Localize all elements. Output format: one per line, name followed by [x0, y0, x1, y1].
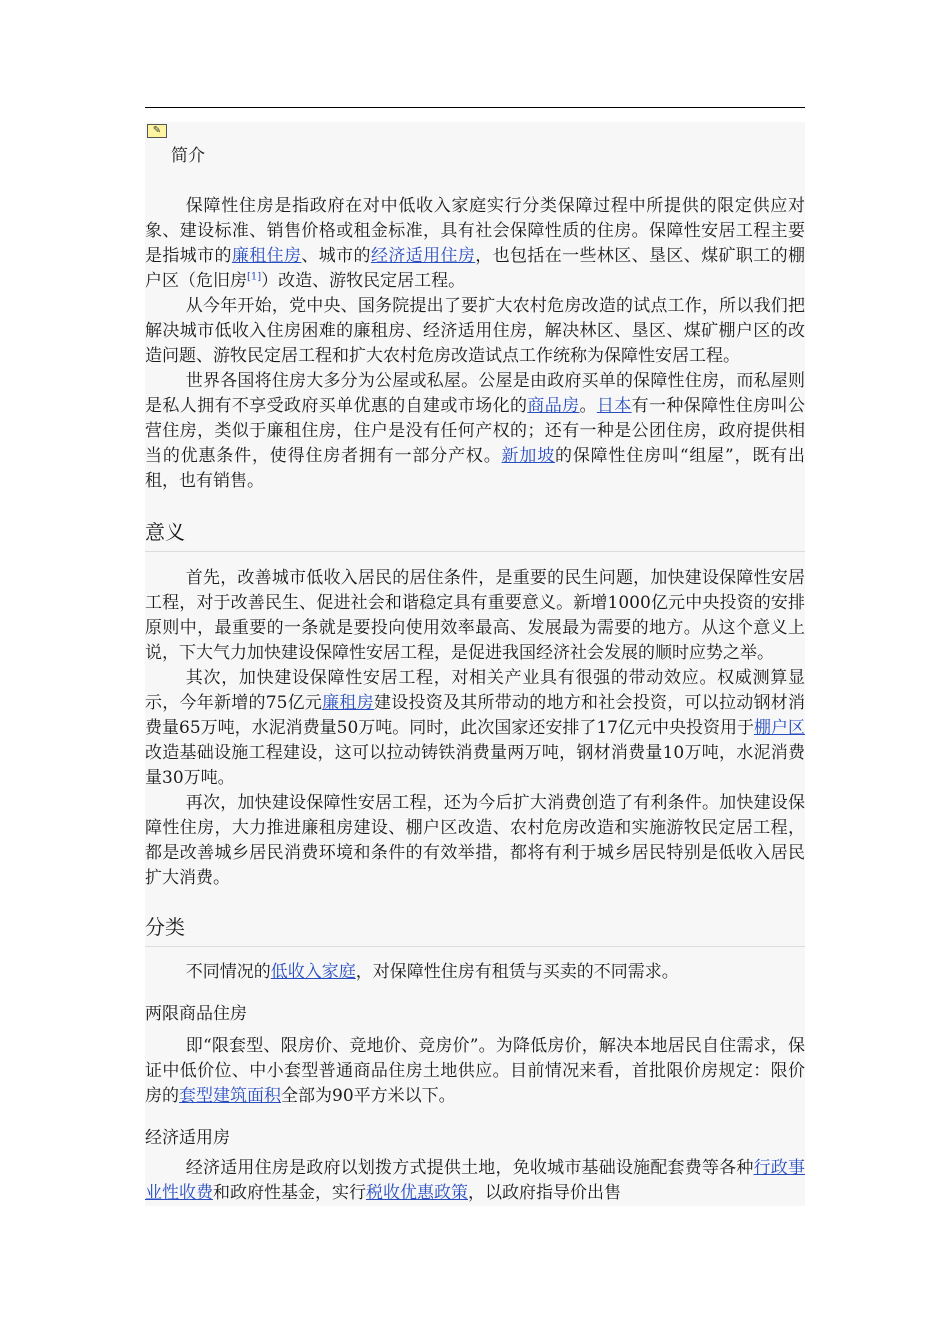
- link-riben[interactable]: 日本: [596, 396, 632, 416]
- significance-paragraph-3: 再次，加快建设保障性安居工程，还为今后扩大消费创造了有利条件。加快建设保障性住房，大力推进廉租房建设、棚户区改造、农村危房改造和实施游牧民定居工程，都是改善城乡居民消费环境和条件的有效举措，都将有利于城乡居民特别是低收入居民扩大消费。: [145, 793, 805, 888]
- classification-intro: [145, 960, 805, 985]
- reference-1[interactable]: [1]: [247, 271, 262, 283]
- edit-icon[interactable]: ✎: [147, 124, 167, 138]
- link-shuishou-youhui-zhengce[interactable]: 税收优惠政策: [366, 1183, 468, 1203]
- link-lianzufang[interactable]: 廉租房: [322, 693, 374, 713]
- intro-title: 简介: [171, 146, 205, 166]
- link-jingji-shiyong-zhufang[interactable]: 经济适用住房: [370, 246, 476, 266]
- significance-paragraph-1: 首先，改善城市低收入居民的居住条件，是重要的民生问题，加快建设保障性安居工程，对于改善民生、促进社会和谐稳定具有重要意义。新增1000亿元中央投资的安排原则中，最重要的一条就是要投向使用效率最高、发展最为需要的地方。从这个意义上说，下大气力加快建设保障性安居工程，是促进我国经济社会发展的顺时应势之举。: [145, 568, 805, 663]
- link-di-shouru-jiating[interactable]: 低收入家庭: [270, 962, 356, 982]
- top-divider: [145, 107, 805, 108]
- intro-body: [145, 194, 805, 494]
- jingji-shiyongfang-paragraph: 经济适用住房是政府以划拨方式提供土地，免收城市基础设施配套费等各种行政事业性收费和政府性基金，实行税收优惠政策，以政府指导价出售: [145, 1158, 805, 1203]
- subsection-title-liangxian: 两限商品住房: [145, 1004, 247, 1024]
- intro-paragraph-1: 保障性住房是指政府在对中低收入家庭实行分类保障过程中所提供的限定供应对象、建设标准、销售价格或租金标准，具有社会保障性质的住房。保障性安居工程主要是指城市的廉租住房、城市的经济适用住房，也包括在一些林区、垦区、煤矿职工的棚户区（危旧房[1]）改造、游牧民定居工程。: [145, 196, 805, 291]
- classification-heading: 分类: [145, 914, 805, 947]
- significance-body: [145, 566, 805, 891]
- significance-paragraph-2: 其次，加快建设保障性安居工程，对相关产业具有很强的带动效应。权威测算显示，今年新增的75亿元廉租房建设投资及其所带动的地方和社会投资，可以拉动钢材消费量65万吨，水泥消费量50万吨。同时，此次国家还安排了17亿元中央投资用于棚户区改造基础设施工程建设，这可以拉动铸铁消费量两万吨，钢材消费量10万吨，水泥消费量30万吨。: [145, 668, 805, 788]
- subsection-body-jingji-shiyongfang: [145, 1156, 805, 1206]
- intro-paragraph-3: 世界各国将住房大多分为公屋或私屋。公屋是由政府买单的保障性住房，而私屋则是私人拥有不享受政府买单优惠的自建或市场化的商品房。日本有一种保障性住房叫公营住房，类似于廉租住房，住户是没有任何产权的；还有一种是公团住房，政府提供相当的优惠条件，使得住房者拥有一部分产权。新加坡的保障性住房叫“组屋”，既有出租，也有销售。: [145, 371, 805, 491]
- classification-paragraph-1: 不同情况的低收入家庭，对保障性住房有租赁与买卖的不同需求。: [185, 962, 679, 982]
- link-taoxing-jianzhu-mianji[interactable]: 套型建筑面积: [179, 1086, 281, 1106]
- subsection-body-liangxian: [145, 1034, 805, 1109]
- article-content: [145, 122, 805, 1206]
- liangxian-paragraph: 即“限套型、限房价、竞地价、竞房价”。为降低房价，解决本地居民自住需求，保证中低价位、中小套型普通商品住房土地供应。目前情况来看，首批限价房规定：限价房的套型建筑面积全部为90平方米以下。: [145, 1036, 805, 1106]
- link-xinjiapo[interactable]: 新加坡: [501, 446, 556, 466]
- subsection-title-jingji-shiyongfang: 经济适用房: [145, 1128, 230, 1148]
- significance-heading: 意义: [145, 519, 805, 552]
- intro-paragraph-2: 从今年开始，党中央、国务院提出了要扩大农村危房改造的试点工作，所以我们把解决城市低收入住房困难的廉租房、经济适用住房，解决林区、垦区、煤矿棚户区的改造问题、游牧民定居工程和扩大农村危房改造试点工作统称为保障性安居工程。: [145, 296, 805, 366]
- link-xingzheng-shiyexing-shoufei[interactable]: 行政事业性收费: [145, 1158, 805, 1203]
- link-shangpinfang[interactable]: 商品房: [527, 396, 580, 416]
- link-lianzu-zhufang[interactable]: 廉租住房: [231, 246, 302, 266]
- link-penghuqu[interactable]: 棚户区: [753, 718, 805, 738]
